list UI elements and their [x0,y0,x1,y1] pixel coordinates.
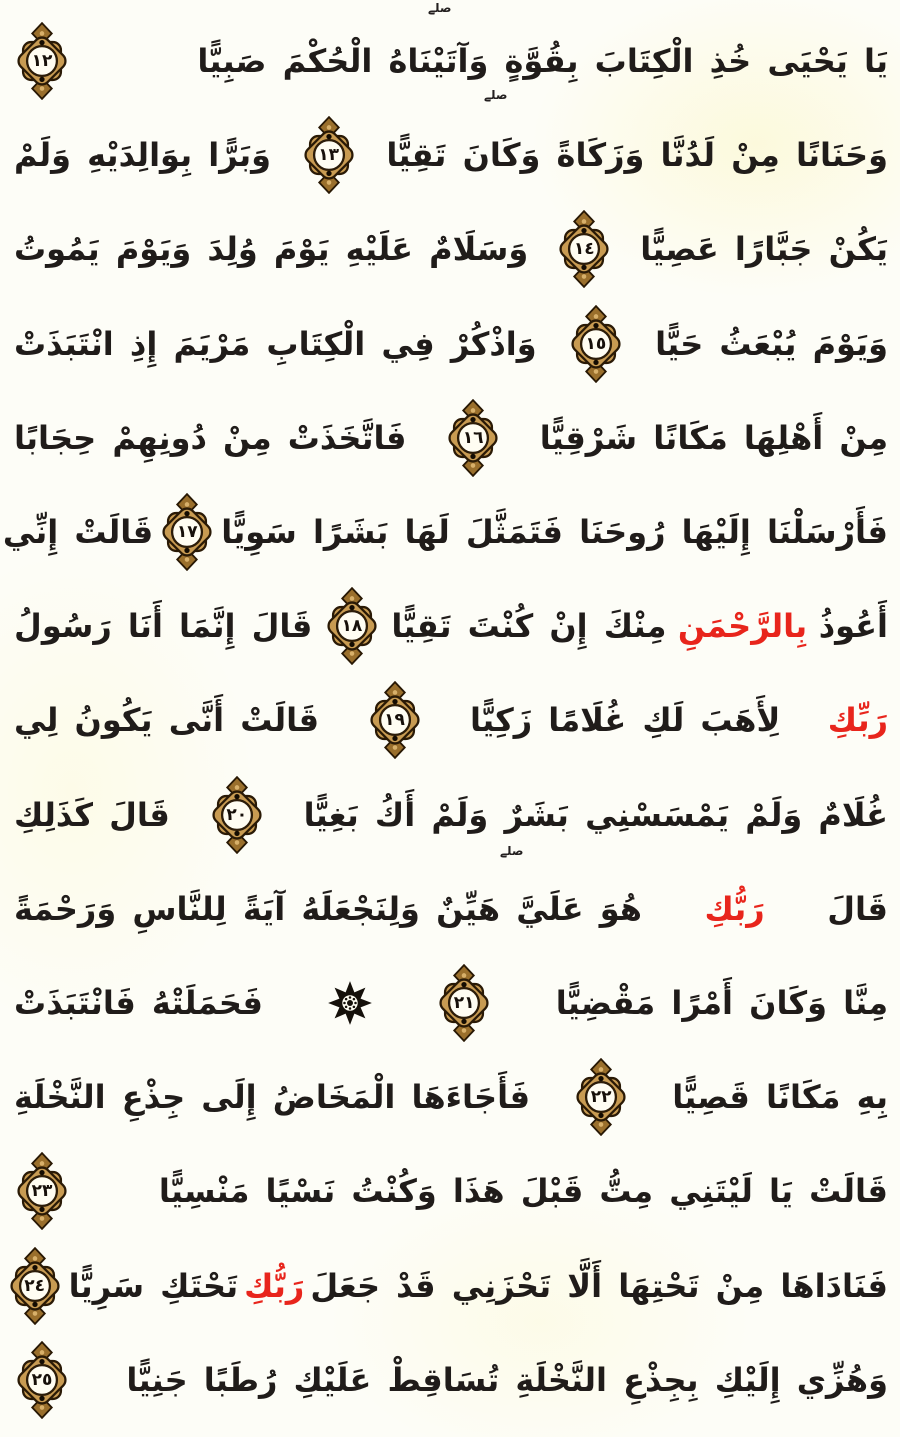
mushaf-line [2,485,888,579]
rub-el-hizb-icon [327,980,373,1026]
verse-end-medallion [445,399,501,477]
ayah-text-segment: مِنَّا وَكَانَ أَمْرًا مَقْضِيًّا [555,983,888,1022]
highlighted-word: رَبِّكِ [827,701,888,740]
mushaf-line [14,108,888,202]
ayah-text-segment: يَا يَحْيَى خُذِ الْكِتَابَ بِقُوَّةٍ وَآتَيْنَاهُ الْحُكْمَ صَبِيًّا [197,42,888,81]
ayah-text-segment: قَالَتْ أَنَّى يَكُونُ لِي [14,701,320,740]
verse-number: ١٦ [462,427,484,448]
mushaf-line [14,202,888,296]
mushaf-line [14,1333,888,1427]
ayah-text-segment: فَنَادَاهَا مِنْ تَحْتِهَا أَلَّا تَحْزَنِي قَدْ جَعَلَ [310,1266,888,1305]
ayah-text-segment: لِأَهَبَ لَكِ غُلَامًا زَكِيًّا [470,701,781,740]
ayah-text-segment: قَالَتْ يَا لَيْتَنِي مِتُّ قَبْلَ هَذَا وَكُنْتُ نَسْيًا مَنْسِيًّا [158,1172,888,1211]
ayah-text-segment: وَحَنَانًا مِنْ لَدُنَّا وَزَكَاةً وَكَانَ تَقِيًّا [386,136,888,175]
ayah-text-segment: وَهُزِّي إِلَيْكِ بِجِذْعِ النَّخْلَةِ تُسَاقِطْ عَلَيْكِ رُطَبًا جَنِيًّا [126,1360,888,1399]
ayah-text-segment: غُلَامٌ وَلَمْ يَمْسَسْنِي بَشَرٌ وَلَمْ أَكُ بَغِيًّا [303,795,888,834]
verse-end-medallion [14,1341,70,1419]
mushaf-line [14,391,888,485]
verse-end-medallion [367,681,423,759]
mushaf-line [14,1144,888,1238]
verse-number: ١٣ [318,145,340,166]
sala-pause-mark: صلے [428,1,452,15]
mushaf-line [14,673,888,767]
ayah-text-segment: قَالَ [827,889,888,928]
ayah-text-segment: قَالَ كَذَلِكِ [14,795,170,834]
ayah-text-segment: أَعُوذُ [818,607,888,646]
ayah-text-segment: تَحْتَكِ سَرِيًّا [68,1266,239,1305]
verse-number: ٢٣ [31,1181,53,1202]
highlighted-word: رَبُّكِ [244,1266,305,1305]
mushaf-line [14,956,888,1050]
mushaf-line [14,14,888,108]
verse-end-medallion [324,587,380,665]
ayah-text-segment: فَأَرْسَلْنَا إِلَيْهَا رُوحَنَا فَتَمَثَّلَ لَهَا بَشَرًا سَوِيًّا [221,513,888,552]
verse-number: ١٤ [573,239,595,260]
verse-end-medallion [301,116,357,194]
verse-number: ٢٥ [31,1369,53,1390]
verse-number: ١٥ [585,333,607,354]
ayah-text-segment: قَالَتْ إِنِّي [2,513,154,552]
highlighted-word: رَبُّكِ [704,889,765,928]
verse-end-medallion [556,210,612,288]
sala-pause-mark: صلے [484,88,508,102]
ayah-text-segment: هُوَ عَلَيَّ هَيِّنٌ وَلِنَجْعَلَهُ آيَةً لِلنَّاسِ وَرَحْمَةً [14,889,642,928]
verse-end-medallion [209,776,265,854]
verse-end-medallion [159,493,215,571]
verse-end-medallion [14,1152,70,1230]
ayah-text-segment: يَكُنْ جَبَّارًا عَصِيًّا [640,230,888,269]
highlighted-word: بِالرَّحْمَنِ [677,607,808,646]
verse-end-medallion [573,1058,629,1136]
verse-number: ١٢ [31,51,53,72]
mushaf-line [14,1238,888,1332]
verse-number: ٢٠ [226,804,248,825]
verse-number: ١٩ [384,710,405,731]
verse-end-medallion [436,964,492,1042]
verse-number: ٢٤ [24,1275,46,1296]
mushaf-line [14,297,888,391]
verse-number: ٢١ [453,992,475,1013]
ayah-text-segment: مِنْكَ إِنْ كُنْتَ تَقِيًّا [391,607,667,646]
verse-number: ١٧ [176,522,198,543]
verse-end-medallion [7,1247,63,1325]
mushaf-line [14,1050,888,1144]
ayah-text-segment: فَأَجَاءَهَا الْمَخَاضُ إِلَى جِذْعِ النَّخْلَةِ [14,1078,531,1117]
ayah-text-segment: وَيَوْمَ يُبْعَثُ حَيًّا [655,324,888,363]
verse-number: ٢٢ [590,1087,612,1108]
verse-number: ١٨ [341,616,363,637]
ayah-text-segment: بِهِ مَكَانًا قَصِيًّا [672,1078,888,1117]
ayah-text-segment: فَاتَّخَذَتْ مِنْ دُونِهِمْ حِجَابًا [14,418,407,457]
ayah-text-segment: فَحَمَلَتْهُ فَانْتَبَذَتْ [14,983,263,1022]
ayah-text-segment: قَالَ إِنَّمَا أَنَا رَسُولُ [14,607,313,646]
mushaf-line [14,579,888,673]
verse-end-medallion [14,22,70,100]
ayah-text-segment: مِنْ أَهْلِهَا مَكَانًا شَرْقِيًّا [539,418,888,457]
sala-pause-mark: صلے [500,844,524,858]
mushaf-line [14,862,888,956]
ayah-text-segment: وَبَرًّا بِوَالِدَيْهِ وَلَمْ [14,136,272,175]
ayah-text-segment: وَاذْكُرْ فِي الْكِتَابِ مَرْيَمَ إِذِ انْتَبَذَتْ [14,324,537,363]
mushaf-line [14,768,888,862]
ayah-text-segment: وَسَلَامٌ عَلَيْهِ يَوْمَ وُلِدَ وَيَوْمَ يَمُوتُ [14,230,529,269]
verse-end-medallion [568,305,624,383]
